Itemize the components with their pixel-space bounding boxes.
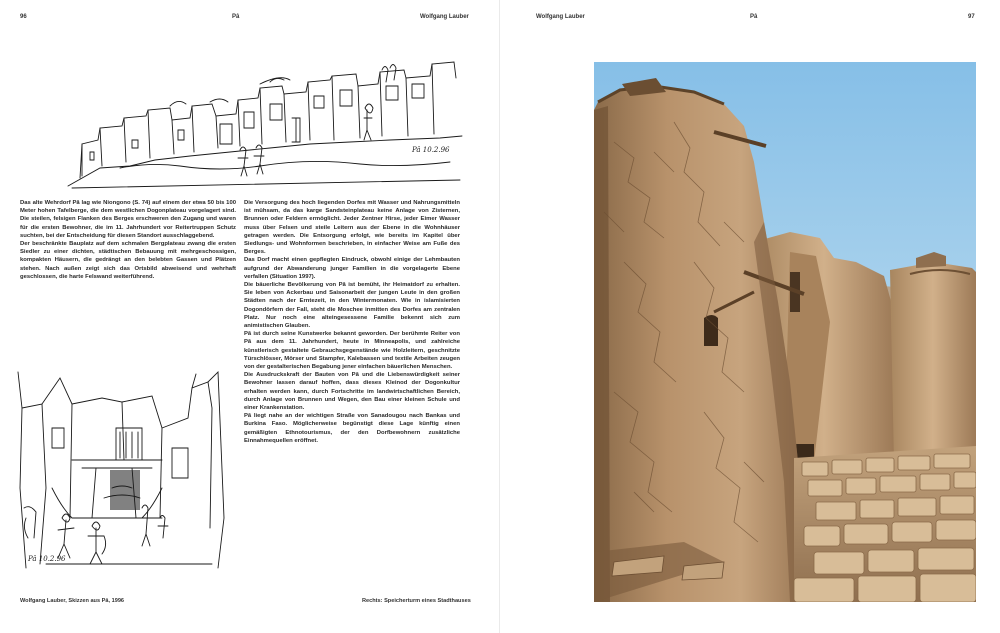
paragraph: Das alte Wehrdorf Pâ lag wie Niongono (S. 74) auf einem der etwa 50 bis 100 Meter hohen Tafelberge, die dem westlichen Dogonplateau vorgelagert sind. Die steilen, felsigen Flanken des Berges erschweren den Zugang und waren für die ersten Bewohner, die im 11. Jahrhundert vor Reitertruppen Schutz suchten, bei der Entscheidung für diesen Standort ausschlaggebend. bbox=[20, 200, 236, 239]
page-number-right: 97 bbox=[968, 14, 975, 20]
text-column-1 bbox=[20, 199, 236, 281]
caption-sketches: Wolfgang Lauber, Skizzen aus Pâ, 1996 bbox=[20, 598, 125, 604]
running-author-left: Wolfgang Lauber bbox=[420, 14, 469, 20]
alley-signature: Pâ 10.2.96 bbox=[28, 555, 66, 563]
alley-sketch bbox=[12, 368, 232, 573]
granary-tower-photo bbox=[594, 62, 976, 602]
paragraph: Pâ ist durch seine Kunstwerke bekannt geworden. Der berühmte Reiter von Pâ aus dem 11. Jahrhundert, heute in Minneapolis, und zahlreiche künstlerisch gestaltete Gebrauchsgegenstände wie Holzleitern, geschnitzte Türschlösser, Mörser und Stampfer, Kalebassen und textile Arbeiten zeugen von der gestalterischen Begabung jener einfachen bäuerlichen Menschen. bbox=[244, 331, 460, 371]
photo-illustration bbox=[594, 62, 976, 602]
paragraph: Die Versorgung des hoch liegenden Dorfes mit Wasser und Nahrungsmitteln ist mühsam, da das karge Sandsteinplateau keine Anlage von Zisternen, Brunnen oder Feldern ermöglicht. Jeder Zentner Hirse, jeder Eimer Wasser muss über Felsen und steile Leitern aus der Ebene in die Wohnhäuser getragen werden. Die Entsorgung erfolgt, wie bereits im Kapitel über Siedlungs- und Wohnformen beschrieben, in einfacher Weise am Fuße des Berges. bbox=[244, 200, 460, 256]
village-panorama-sketch bbox=[60, 48, 470, 193]
paragraph: Die bäuerliche Bevölkerung von Pâ ist bemüht, ihr Heimatdorf zu erhalten. Sie leben von Ackerbau und Saisonarbeit der jungen Leute in den großen Städten nach der Erntezeit, in den Wintermonaten. Wie in islamisierten Dogondörfern der Fall, steht die Moschee inmitten des Dorfes am zentralen Platz. Nur noch eine alteingesessene Familie bekennt sich zum animistischen Glauben. bbox=[244, 282, 460, 330]
paragraph: Der beschränkte Bauplatz auf dem schmalen Bergplateau zwang die ersten Siedler zu einer dichten, städtischen Bebauung mit mehrgeschossigen, kompakten Häusern, die gedrängt an den belebten Gassen und Plätzen stehen. Nach außen zeigt sich das Ortsbild abweisend und wehrhaft geschlossen, die harte Felswand weiterführend. bbox=[20, 241, 236, 280]
page-number-left: 96 bbox=[20, 14, 27, 20]
paragraph: Die Ausdruckskraft der Bauten von Pâ und die Liebenswürdigkeit seiner Bewohner lassen darauf hoffen, dass dieses Kleinod der Dogonkultur erhalten werden kann, durch Fortschritte im landwirtschaftlichen Bereich, durch Anlage von Brunnen und Wegen, den Bau einer kleinen Schule und einer Krankenstation. bbox=[244, 372, 460, 412]
panorama-signature: Pâ 10.2.96 bbox=[412, 146, 450, 154]
running-title-right: Pâ bbox=[750, 14, 758, 20]
paragraph: Pâ liegt nahe an der wichtigen Straße von Sanadougou nach Bankas und Burkina Faso. Möglicherweise begünstigt diese Lage künftig einen gemäßigten Ethnotourismus, der den Dorfbewohnern zusätzliche Einnahmequellen eröffnet. bbox=[244, 413, 460, 444]
right-page bbox=[500, 0, 1000, 633]
paragraph: Das Dorf macht einen gepflegten Eindruck, obwohl einige der Lehmbauten aufgrund der Abwanderung junger Familien in die vorgelagerte Ebene verfallen (Situation 1997). bbox=[244, 257, 460, 280]
running-title-left: Pâ bbox=[232, 14, 240, 20]
caption-photo: Rechts: Speicherturm eines Stadthauses bbox=[362, 598, 471, 604]
running-author-right: Wolfgang Lauber bbox=[536, 14, 585, 20]
text-column-2 bbox=[244, 199, 460, 445]
